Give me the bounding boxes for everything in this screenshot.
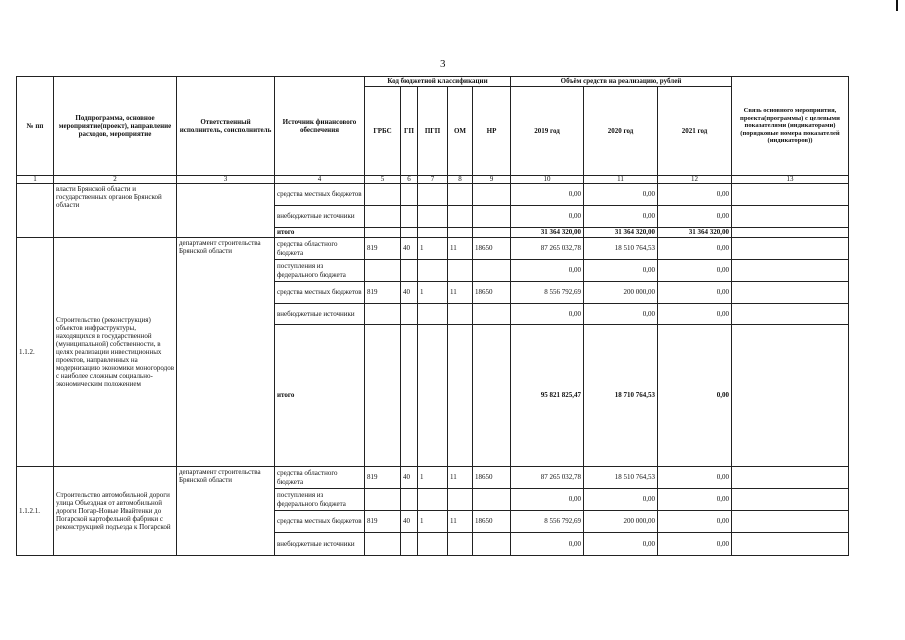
code-grbs: 819 xyxy=(364,237,401,260)
code-cell xyxy=(400,205,418,228)
header-code-pgp: ПГП xyxy=(417,86,448,176)
source-cell: средства областного бюджета xyxy=(274,237,365,260)
amount-2021: 0,00 xyxy=(657,488,732,511)
amount-2020: 31 364 320,00 xyxy=(583,227,658,238)
column-number: 12 xyxy=(657,175,732,184)
code-grbs xyxy=(364,259,401,282)
column-number: 5 xyxy=(364,175,401,184)
code-cell xyxy=(472,205,511,228)
indicator-cell xyxy=(731,303,849,325)
code-cell xyxy=(364,205,401,228)
amount-2019: 0,00 xyxy=(510,259,584,282)
code-om xyxy=(447,259,473,282)
indicator-cell xyxy=(731,259,849,282)
code-nr xyxy=(472,303,511,325)
amount-2020: 200 000,00 xyxy=(583,510,658,533)
indicator-cell xyxy=(731,532,849,556)
amount-2019: 8 556 792,69 xyxy=(510,510,584,533)
header-number: № пп xyxy=(16,76,54,176)
header-program: Подпрограмма, основное мероприятие(проект), направление расходов, мероприятие xyxy=(53,76,177,176)
amount-2021: 0,00 xyxy=(657,510,732,533)
code-gp: 40 xyxy=(400,237,418,260)
header-year-2020: 2020 год xyxy=(583,86,658,176)
source-cell: средства местных бюджетов xyxy=(274,281,365,304)
column-number: 13 xyxy=(731,175,849,184)
amount-2020: 0,00 xyxy=(583,183,658,206)
header-link-indicators: Связь основного мероприятия, проекта(программы) с целевыми показателями (индикаторами) (порядковые номера показателей (индикаторов)) xyxy=(731,76,849,176)
amount-2019: 0,00 xyxy=(510,532,584,556)
column-number: 10 xyxy=(510,175,584,184)
code-om xyxy=(447,303,473,325)
code-nr: 18650 xyxy=(472,281,511,304)
code-nr xyxy=(472,324,511,467)
amount-2020: 18 710 764,53 xyxy=(583,324,658,467)
code-cell xyxy=(472,183,511,206)
code-om: 11 xyxy=(447,237,473,260)
source-cell: поступления из федерального бюджета xyxy=(274,488,365,511)
amount-2021: 0,00 xyxy=(657,183,732,206)
amount-2020: 0,00 xyxy=(583,259,658,282)
source-cell: средства местных бюджетов xyxy=(274,510,365,533)
column-number: 8 xyxy=(447,175,473,184)
code-nr xyxy=(472,532,511,556)
source-cell: итого xyxy=(274,324,365,467)
code-gp xyxy=(400,303,418,325)
amount-2021: 0,00 xyxy=(657,281,732,304)
amount-2019: 0,00 xyxy=(510,205,584,228)
amount-2020: 200 000,00 xyxy=(583,281,658,304)
code-pgp: 1 xyxy=(417,237,448,260)
amount-2021: 0,00 xyxy=(657,259,732,282)
code-grbs xyxy=(364,532,401,556)
header-volume: Объём средств на реализацию, рублей xyxy=(510,76,732,87)
header-code-om: ОМ xyxy=(447,86,473,176)
source-cell: средства местных бюджетов xyxy=(274,183,365,206)
indicator-cell xyxy=(731,205,849,228)
column-number: 1 xyxy=(16,175,54,184)
header-code-nr: НР xyxy=(472,86,511,176)
amount-2019: 0,00 xyxy=(510,303,584,325)
amount-2021: 0,00 xyxy=(657,205,732,228)
code-pgp: 1 xyxy=(417,466,448,489)
code-cell xyxy=(417,183,448,206)
section-number: 1.1.2.1. xyxy=(16,466,54,556)
amount-2020: 18 510 764,53 xyxy=(583,466,658,489)
code-pgp xyxy=(417,259,448,282)
code-pgp xyxy=(417,303,448,325)
amount-2020: 18 510 764,53 xyxy=(583,237,658,260)
code-grbs xyxy=(364,303,401,325)
code-om: 11 xyxy=(447,466,473,489)
code-grbs: 819 xyxy=(364,510,401,533)
indicator-cell xyxy=(731,466,849,489)
header-year-2019: 2019 год xyxy=(510,86,584,176)
code-gp xyxy=(400,324,418,467)
code-pgp: 1 xyxy=(417,281,448,304)
indicator-cell xyxy=(731,183,849,206)
page-number: 3 xyxy=(440,58,446,70)
code-gp xyxy=(400,488,418,511)
code-gp: 40 xyxy=(400,281,418,304)
amount-2019: 31 364 320,00 xyxy=(510,227,584,238)
source-cell: внебюджетные источники xyxy=(274,205,365,228)
code-gp xyxy=(400,259,418,282)
column-number: 7 xyxy=(417,175,448,184)
amount-2021: 0,00 xyxy=(657,532,732,556)
code-cell xyxy=(364,183,401,206)
code-grbs: 819 xyxy=(364,281,401,304)
number-cell xyxy=(16,183,54,238)
source-cell: средства областного бюджета xyxy=(274,466,365,489)
code-nr: 18650 xyxy=(472,237,511,260)
code-cell xyxy=(400,183,418,206)
code-gp: 40 xyxy=(400,510,418,533)
column-number: 11 xyxy=(583,175,658,184)
executor-cell xyxy=(176,183,275,238)
code-om: 11 xyxy=(447,281,473,304)
amount-2019: 0,00 xyxy=(510,183,584,206)
code-nr xyxy=(472,259,511,282)
amount-2020: 0,00 xyxy=(583,303,658,325)
indicator-cell xyxy=(731,324,849,467)
code-cell xyxy=(417,205,448,228)
code-pgp xyxy=(417,324,448,467)
code-grbs: 819 xyxy=(364,466,401,489)
indicator-cell xyxy=(731,488,849,511)
amount-2020: 0,00 xyxy=(583,532,658,556)
program-description: Строительство автомобильной дороги улица Объездная от автомобильной дороги Погар-Новые Ивайтенки до Погарской картофельной фабрики с реконструкцией подъезда к Погарской xyxy=(53,466,177,556)
amount-2021: 0,00 xyxy=(657,324,732,467)
column-number: 3 xyxy=(176,175,275,184)
indicator-cell xyxy=(731,510,849,533)
amount-2019: 87 265 032,78 xyxy=(510,237,584,260)
column-number: 2 xyxy=(53,175,177,184)
amount-2019: 87 265 032,78 xyxy=(510,466,584,489)
source-cell: внебюджетные источники xyxy=(274,303,365,325)
code-pgp xyxy=(417,488,448,511)
amount-2020: 0,00 xyxy=(583,488,658,511)
column-number: 6 xyxy=(400,175,418,184)
header-source: Источник финансового обеспечения xyxy=(274,76,365,176)
code-nr xyxy=(472,488,511,511)
code-gp: 40 xyxy=(400,466,418,489)
code-pgp xyxy=(417,532,448,556)
header-code-grbs: ГРБС xyxy=(364,86,401,176)
code-cell xyxy=(447,205,473,228)
executor-cell: департамент строительства Брянской области xyxy=(176,237,275,467)
code-om xyxy=(447,532,473,556)
header-year-2021: 2021 год xyxy=(657,86,732,176)
amount-2019: 8 556 792,69 xyxy=(510,281,584,304)
source-cell: поступления из федерального бюджета xyxy=(274,259,365,282)
amount-2021: 0,00 xyxy=(657,303,732,325)
amount-2021: 31 364 320,00 xyxy=(657,227,732,238)
header-code-gp: ГП xyxy=(400,86,418,176)
code-gp xyxy=(400,532,418,556)
source-cell: итого xyxy=(274,227,365,238)
header-executor: Ответственный исполнитель, соисполнитель xyxy=(176,76,275,176)
code-grbs xyxy=(364,324,401,467)
amount-2021: 0,00 xyxy=(657,237,732,260)
column-number: 4 xyxy=(274,175,365,184)
code-om xyxy=(447,488,473,511)
code-cell xyxy=(447,183,473,206)
scan-edge-mark xyxy=(896,0,898,11)
amount-2019: 95 821 825,47 xyxy=(510,324,584,467)
amount-2019: 0,00 xyxy=(510,488,584,511)
code-om: 11 xyxy=(447,510,473,533)
code-nr: 18650 xyxy=(472,510,511,533)
indicator-cell xyxy=(731,237,849,260)
code-pgp: 1 xyxy=(417,510,448,533)
program-description: Строительство (реконструкция) объектов инфраструктуры, находящихся в государственной (муниципальной) собственности, в целях реализации инвестиционных проектов, направленных на модернизацию экономики моногородов с наиболее сложным социально-экономическим положением xyxy=(53,237,177,467)
section-number: 1.1.2. xyxy=(16,237,54,467)
amount-2021: 0,00 xyxy=(657,466,732,489)
indicator-cell xyxy=(731,281,849,304)
amount-2020: 0,00 xyxy=(583,205,658,228)
code-om xyxy=(447,324,473,467)
header-budget-codes: Код бюджетной классификации xyxy=(364,76,511,87)
executor-cell: департамент строительства Брянской области xyxy=(176,466,275,556)
source-cell: внебюджетные источники xyxy=(274,532,365,556)
column-number: 9 xyxy=(472,175,511,184)
code-grbs xyxy=(364,488,401,511)
program-description: власти Брянской области и государственных органов Брянской области xyxy=(53,183,177,238)
code-nr: 18650 xyxy=(472,466,511,489)
